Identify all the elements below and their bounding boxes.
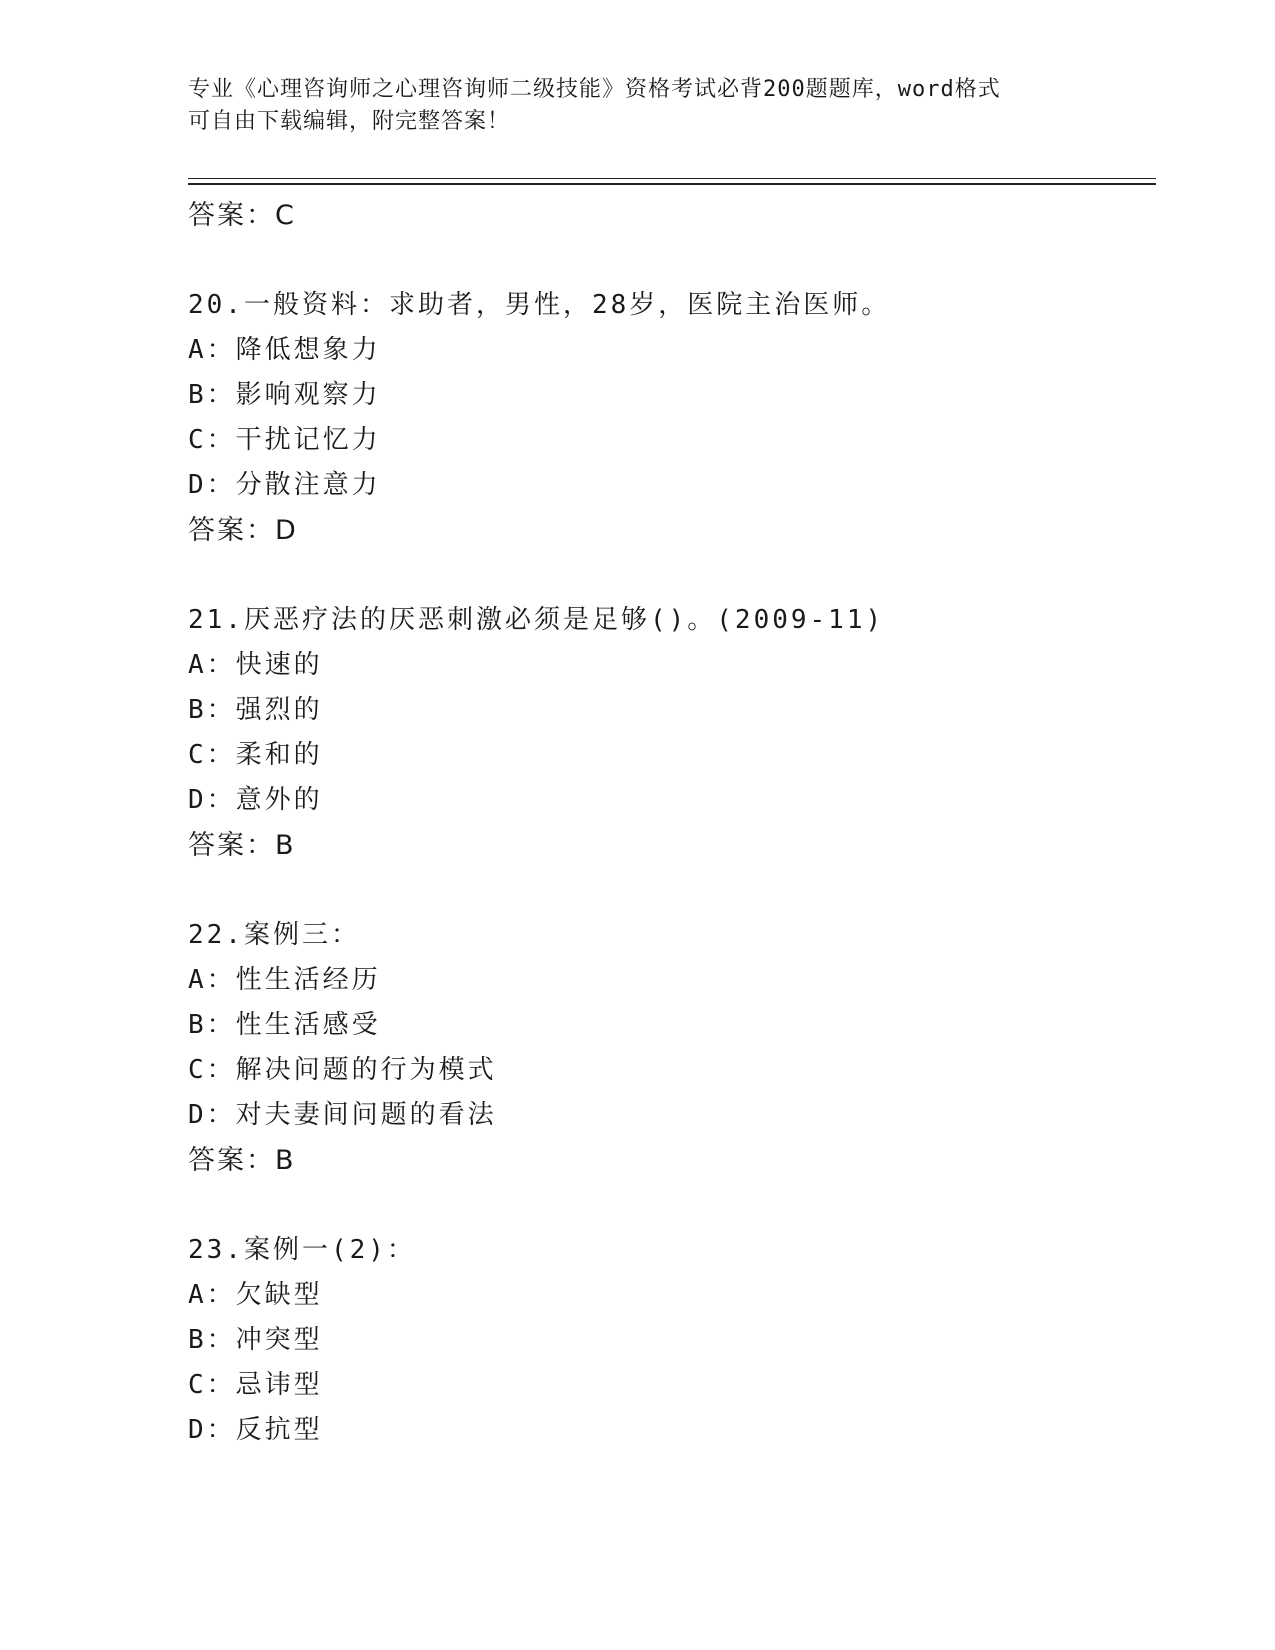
option-c: C：柔和的 [188,740,323,770]
option-a: A：快速的 [188,650,323,680]
question-23 [188,1228,1148,1453]
option-a: A：欠缺型 [188,1280,323,1310]
header-line-1: 专业《心理咨询师之心理咨询师二级技能》资格考试必背200题题库，word格式 [188,77,1001,102]
option-c: C：解决问题的行为模式 [188,1055,497,1085]
question-20 [188,283,1148,553]
question-stem: 22.案例三： [188,920,360,950]
option-d: D：对夫妻间问题的看法 [188,1100,497,1130]
question-stem: 23.案例一(2)： [188,1235,416,1265]
header-line-2: 可自由下载编辑，附完整答案！ [188,109,511,134]
option-b: B：影响观察力 [188,380,381,410]
question-stem: 21.厌恶疗法的厌恶刺激必须是足够()。(2009-11) [188,605,885,635]
question-22 [188,913,1148,1183]
question-answer: 答案：D [188,515,298,546]
option-a: A：性生活经历 [188,965,381,995]
option-d: D：分散注意力 [188,470,381,500]
option-c: C：干扰记忆力 [188,425,381,455]
option-d: D：意外的 [188,785,323,815]
question-list [188,193,1148,1453]
document-header [188,74,1088,138]
option-b: B：强烈的 [188,695,323,725]
option-d: D：反抗型 [188,1415,323,1445]
option-c: C：忌讳型 [188,1370,323,1400]
question-answer: 答案：B [188,1145,296,1176]
option-a: A：降低想象力 [188,335,381,365]
previous-answer: 答案：C [188,200,296,231]
header-divider-thick [188,183,1156,185]
option-b: B：冲突型 [188,1325,323,1355]
header-divider-thin [188,178,1156,179]
question-stem: 20.一般资料：求助者，男性，28岁，医院主治医师。 [188,290,891,320]
option-b: B：性生活感受 [188,1010,381,1040]
question-answer: 答案：B [188,830,296,861]
question-21 [188,598,1148,868]
